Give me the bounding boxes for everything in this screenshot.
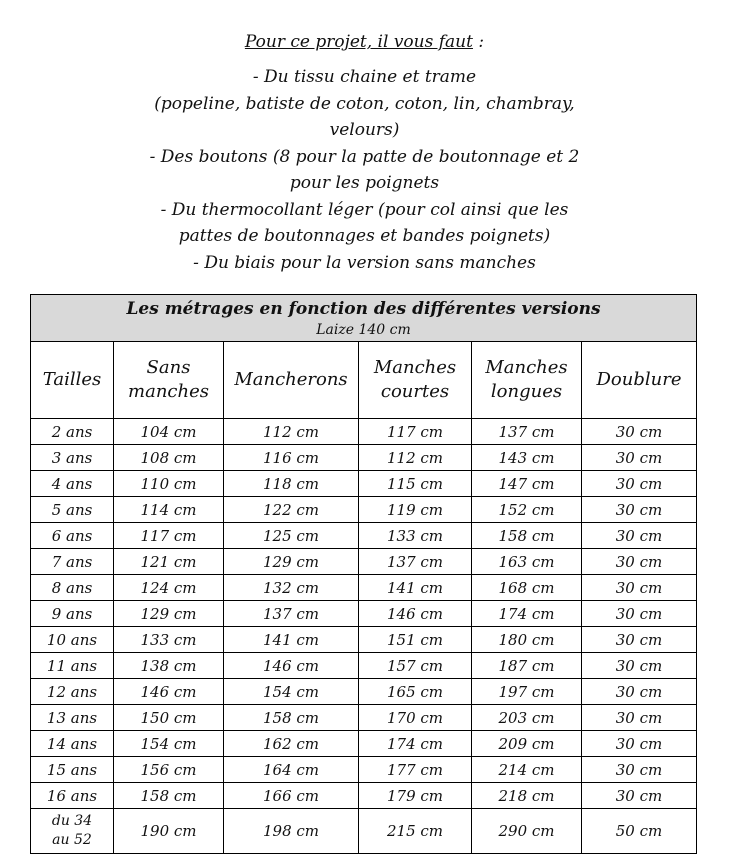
measure-cell: 166 cm [224,783,359,809]
measure-cell: 151 cm [359,627,472,653]
measure-cell: 150 cm [114,705,224,731]
size-cell: 7 ans [31,549,114,575]
measure-cell: 119 cm [359,497,472,523]
measure-cell: 218 cm [472,783,582,809]
size-cell: 13 ans [31,705,114,731]
measure-cell: 122 cm [224,497,359,523]
measure-cell: 133 cm [114,627,224,653]
table-row [31,601,697,627]
intro-line: - Des boutons (8 pour la patte de boutonnage et 2 [149,147,580,167]
measure-cell: 30 cm [582,601,697,627]
column-header: Manches longues [472,342,582,419]
measure-cell: 215 cm [359,809,472,854]
measure-cell: 137 cm [359,549,472,575]
measure-cell: 165 cm [359,679,472,705]
size-cell: du 34 au 52 [31,809,114,854]
measure-cell: 30 cm [582,783,697,809]
size-cell: 9 ans [31,601,114,627]
measure-cell: 121 cm [114,549,224,575]
measure-cell: 209 cm [472,731,582,757]
measure-cell: 180 cm [472,627,582,653]
measure-cell: 30 cm [582,627,697,653]
measure-cell: 190 cm [114,809,224,854]
measure-cell: 158 cm [114,783,224,809]
column-header: Mancherons [224,342,359,419]
measure-cell: 164 cm [224,757,359,783]
measure-cell: 162 cm [224,731,359,757]
measure-cell: 118 cm [224,471,359,497]
size-cell: 5 ans [31,497,114,523]
measure-cell: 198 cm [224,809,359,854]
measure-cell: 203 cm [472,705,582,731]
intro-title-suffix: : [472,32,485,52]
intro-line: velours) [329,120,400,140]
measure-cell: 129 cm [224,549,359,575]
measure-cell: 110 cm [114,471,224,497]
measure-cell: 137 cm [472,419,582,445]
measure-cell: 168 cm [472,575,582,601]
measure-cell: 115 cm [359,471,472,497]
measure-cell: 197 cm [472,679,582,705]
measure-cell: 50 cm [582,809,697,854]
table-row [31,731,697,757]
size-cell: 16 ans [31,783,114,809]
measure-cell: 141 cm [359,575,472,601]
column-header: Doublure [582,342,697,419]
measure-cell: 117 cm [359,419,472,445]
measure-cell: 30 cm [582,679,697,705]
table-row [31,783,697,809]
measure-cell: 114 cm [114,497,224,523]
measure-cell: 30 cm [582,575,697,601]
measure-cell: 156 cm [114,757,224,783]
table-row [31,679,697,705]
measure-cell: 170 cm [359,705,472,731]
measure-cell: 290 cm [472,809,582,854]
measure-cell: 152 cm [472,497,582,523]
measure-cell: 137 cm [224,601,359,627]
measure-cell: 174 cm [472,601,582,627]
measure-cell: 177 cm [359,757,472,783]
measure-cell: 125 cm [224,523,359,549]
measure-cell: 30 cm [582,497,697,523]
table-subtitle: Laize 140 cm [316,322,411,338]
measure-cell: 30 cm [582,549,697,575]
measure-cell: 133 cm [359,523,472,549]
measure-cell: 179 cm [359,783,472,809]
table-row-adult [31,809,697,854]
measure-cell: 163 cm [472,549,582,575]
table-row [31,627,697,653]
table-caption [31,295,697,342]
intro-line: pattes de boutonnages et bandes poignets) [178,226,551,246]
intro-line: pour les poignets [289,173,440,193]
measure-cell: 146 cm [114,679,224,705]
measure-cell: 104 cm [114,419,224,445]
measure-cell: 132 cm [224,575,359,601]
table-row [31,549,697,575]
measure-cell: 146 cm [359,601,472,627]
table-row [31,757,697,783]
size-cell: 10 ans [31,627,114,653]
measure-cell: 174 cm [359,731,472,757]
intro-line: - Du biais pour la version sans manches [193,253,536,273]
size-cell: 8 ans [31,575,114,601]
measure-cell: 30 cm [582,731,697,757]
size-cell: 3 ans [31,445,114,471]
measure-cell: 214 cm [472,757,582,783]
measure-cell: 138 cm [114,653,224,679]
table-caption-row [31,295,697,342]
measure-cell: 112 cm [359,445,472,471]
size-cell: 2 ans [31,419,114,445]
table-row [31,705,697,731]
column-header: Manches courtes [359,342,472,419]
table-row [31,419,697,445]
size-cell: 14 ans [31,731,114,757]
measure-cell: 124 cm [114,575,224,601]
size-cell: 11 ans [31,653,114,679]
intro-line: (popeline, batiste de coton, coton, lin, chambray, [154,94,575,114]
table-title: Les métrages en fonction des différentes versions [126,299,601,319]
measure-cell: 30 cm [582,653,697,679]
measure-cell: 30 cm [582,523,697,549]
size-cell: 12 ans [31,679,114,705]
measure-cell: 108 cm [114,445,224,471]
table-header-row [31,342,697,419]
measure-cell: 143 cm [472,445,582,471]
measure-cell: 158 cm [472,523,582,549]
table-row [31,471,697,497]
size-cell: 6 ans [31,523,114,549]
measure-cell: 116 cm [224,445,359,471]
column-header: Sans manches [114,342,224,419]
measure-cell: 112 cm [224,419,359,445]
measure-cell: 147 cm [472,471,582,497]
measure-cell: 187 cm [472,653,582,679]
measure-cell: 154 cm [224,679,359,705]
table-row [31,445,697,471]
intro-line: - Du thermocollant léger (pour col ainsi que les [160,200,569,220]
measure-cell: 129 cm [114,601,224,627]
measure-cell: 30 cm [582,471,697,497]
measure-cell: 30 cm [582,705,697,731]
intro-title [0,31,729,53]
intro-title-text: Pour ce projet, il vous faut [244,32,473,52]
measure-cell: 146 cm [224,653,359,679]
measure-cell: 158 cm [224,705,359,731]
measure-cell: 30 cm [582,419,697,445]
fabric-yardage-table [30,294,697,854]
size-cell: 15 ans [31,757,114,783]
table-row [31,497,697,523]
measure-cell: 141 cm [224,627,359,653]
table-row [31,575,697,601]
size-cell: 4 ans [31,471,114,497]
intro-line: - Du tissu chaine et trame [252,67,477,87]
measure-cell: 30 cm [582,757,697,783]
column-header: Tailles [31,342,114,419]
measure-cell: 157 cm [359,653,472,679]
table-row [31,523,697,549]
measure-cell: 117 cm [114,523,224,549]
table-row [31,653,697,679]
measure-cell: 154 cm [114,731,224,757]
measure-cell: 30 cm [582,445,697,471]
